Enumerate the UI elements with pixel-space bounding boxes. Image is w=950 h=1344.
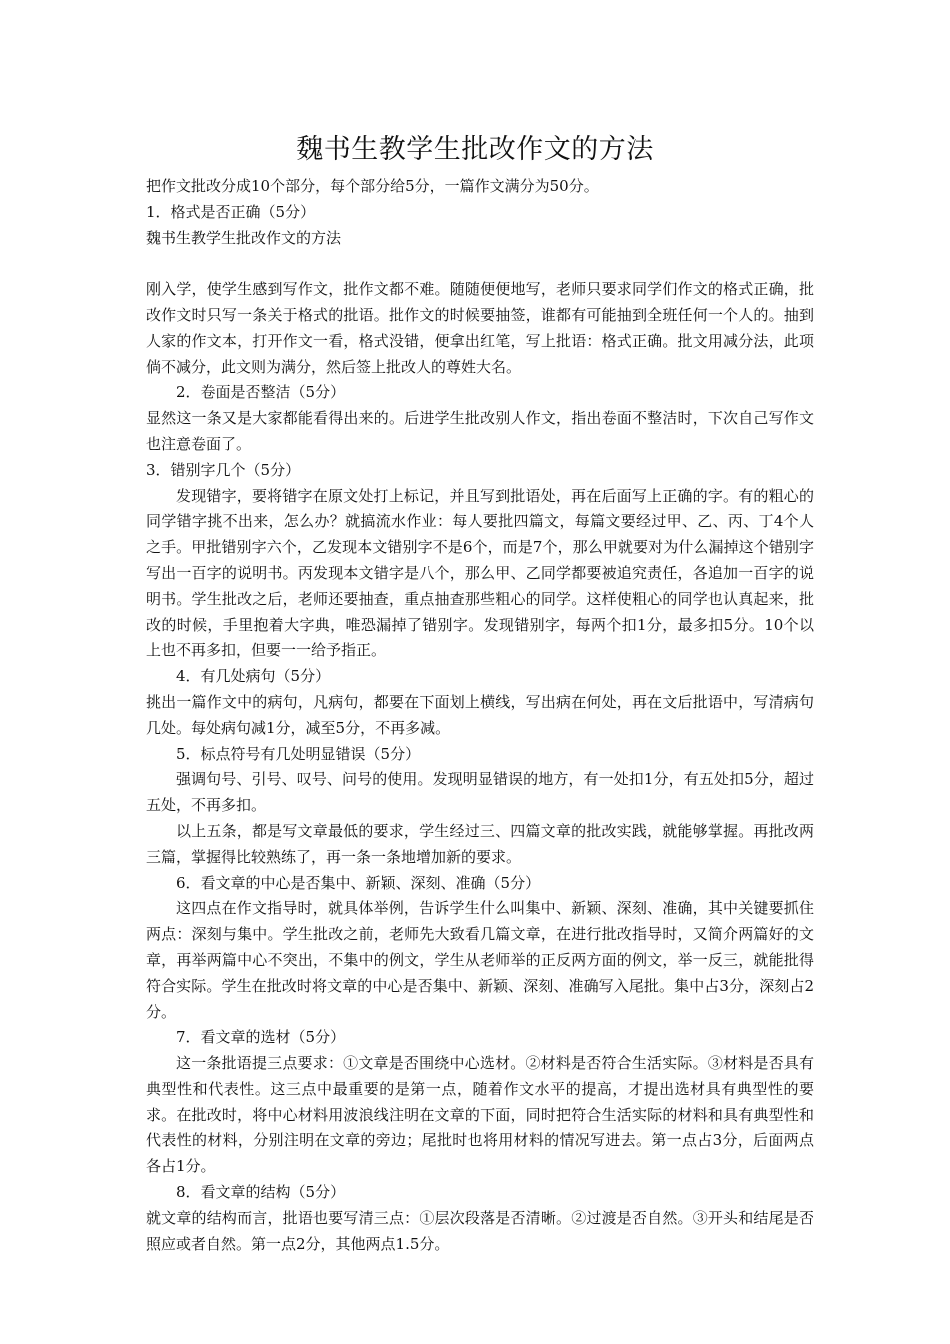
paragraph: 4．有几处病句（5分）	[176, 667, 331, 686]
paragraph: 强调句号、引号、叹号、问号的使用。发现明显错误的地方，有一处扣1分，有五处扣5分，超过五处，不再多扣。	[146, 770, 814, 815]
paragraph: 2．卷面是否整洁（5分）	[176, 383, 346, 402]
paragraph: 8．看文章的结构（5分）	[176, 1183, 346, 1202]
paragraph: 魏书生教学生批改作文的方法	[146, 228, 342, 247]
paragraph: 显然这一条又是大家都能看得出来的。后进学生批改别人作文，指出卷面不整洁时，下次自己写作文也注意卷面了。	[146, 409, 814, 453]
document-body	[146, 174, 814, 1257]
document-title: 魏书生教学生批改作文的方法	[296, 134, 654, 165]
blank-line	[146, 251, 814, 277]
paragraph: 发现错字，要将错字在原文处打上标记，并且写到批语处，再在后面写上正确的字。有的粗心的同学错字挑不出来，怎么办？就搞流水作业：每人要批四篇文，每篇文要经过甲、乙、丙、丁4个人之手。甲批错别字六个，乙发现本文错别字不是6个，而是7个，那么甲就要对为什么漏掉这个错别字写出一百字的说明书。丙发现本文错字是八个，那么甲、乙同学都要被追究责任，各追加一百字的说明书。学生批改之后，老师还要抽查，重点抽查那些粗心的同学。这样使粗心的同学也认真起来，批改的时候，手里抱着大字典，唯恐漏掉了错别字。发现错别字，每两个扣1分，最多扣5分。10个以上也不再多扣，但要一一给予指正。	[146, 486, 814, 660]
paragraph: 7．看文章的选材（5分）	[176, 1028, 346, 1047]
paragraph: 6．看文章的中心是否集中、新颖、深刻、准确（5分）	[176, 873, 541, 892]
paragraph: 刚入学，使学生感到写作文，批作文都不难。随随便便地写，老师只要求同学们作文的格式正确，批改作文时只写一条关于格式的批语。批作文的时候要抽签，谁都有可能抽到全班任何一个人的。抽到人家的作文本，打开作文一看，格式没错，便拿出红笔，写上批语：格式正确。批文用减分法，此项倘不减分，此文则为满分，然后签上批改人的尊姓大名。	[146, 280, 814, 376]
paragraph: 5．标点符号有几处明显错误（5分）	[176, 744, 421, 763]
paragraph: 把作文批改分成10个部分，每个部分给5分，一篇作文满分为50分。	[146, 177, 599, 195]
paragraph: 挑出一篇作文中的病句，凡病句，都要在下面划上横线，写出病在何处，再在文后批语中，写清病句几处。每处病句减1分，减至5分，不再多减。	[146, 692, 814, 737]
paragraph: 就文章的结构而言，批语也要写清三点：①层次段落是否清晰。②过渡是否自然。③开头和结尾是否照应或者自然。第一点2分，其他两点1.5分。	[146, 1208, 814, 1253]
paragraph: 3．错别字几个（5分）	[146, 460, 301, 479]
paragraph: 以上五条，都是写文章最低的要求，学生经过三、四篇文章的批改实践，就能够掌握。再批改两三篇，掌握得比较熟练了，再一条一条地增加新的要求。	[146, 821, 814, 866]
paragraph: 1．格式是否正确（5分）	[146, 202, 316, 221]
paragraph: 这一条批语提三点要求：①文章是否围绕中心选材。②材料是否符合生活实际。③材料是否具有典型性和代表性。这三点中最重要的是第一点，随着作文水平的提高，才提出选材具有典型性的要求。在批改时，将中心材料用波浪线注明在文章的下面，同时把符合生活实际的材料和具有典型性和代表性的材料，分别注明在文章的旁边；尾批时也将用材料的情况写进去。第一点占3分，后面两点各占1分。	[146, 1054, 814, 1176]
paragraph: 这四点在作文指导时，就具体举例，告诉学生什么叫集中、新颖、深刻、准确，其中关键要抓住两点：深刻与集中。学生批改之前，老师先大致看几篇文章，在进行批改指导时，又简介两篇好的文章，再举两篇中心不突出，不集中的例文，学生从老师举的正反两方面的例文，举一反三，就能批得符合实际。学生在批改时将文章的中心是否集中、新颖、深刻、准确写入尾批。集中占3分，深刻占2分。	[146, 899, 814, 1021]
